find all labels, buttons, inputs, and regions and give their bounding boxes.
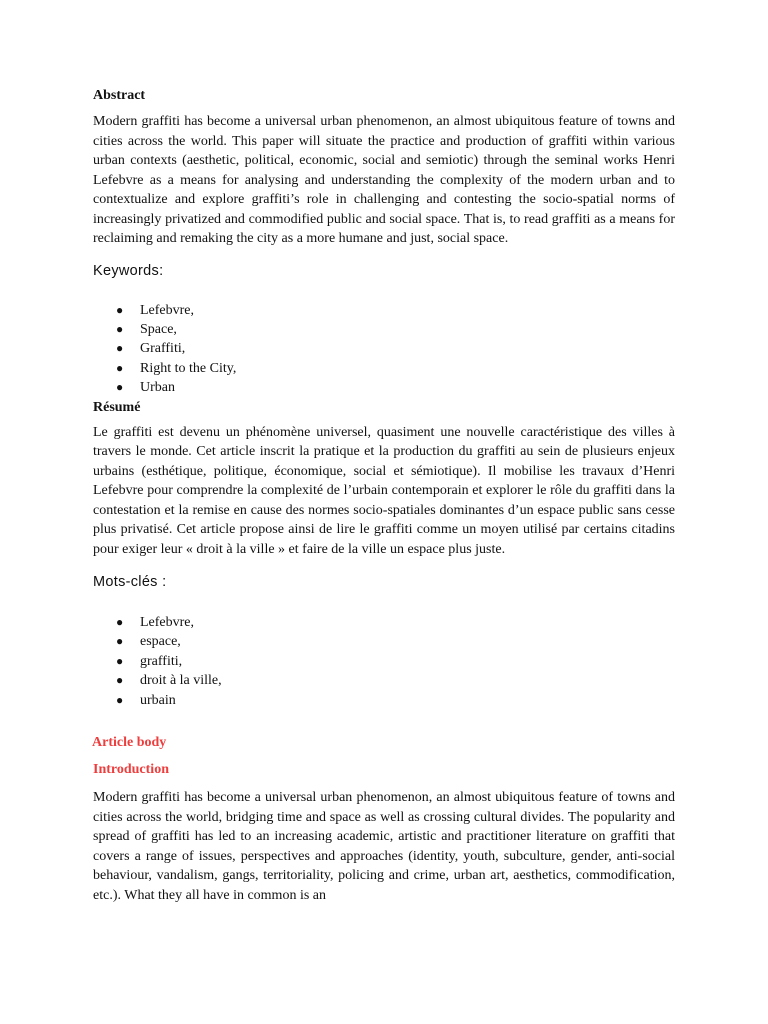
article-body-heading: Article body [92, 735, 167, 751]
keyword-text: Graffiti, [140, 341, 186, 357]
keyword-text: Space, [140, 321, 177, 337]
keyword-text: urbain [140, 692, 176, 708]
bullet-icon: ● [116, 380, 124, 395]
bullet-icon: ● [116, 673, 124, 688]
abstract-paragraph: Modern graffiti has become a universal urban phenomenon, an almost ubiquitous feature of towns and cities across the world. This paper will situate the practice and production of graffiti within various urban contexts (aesthetic, political, economic, social and semiotic) through the seminal works Henri Lefebvre as a means for analysing and understanding the complexity of the modern urban and to contextualize and explore graffiti’s role in challenging and contesting the socio-spatial norms of increasingly privatized and commodified public and social space. That is, to read graffiti as a means for reclaiming and remaking the city as a more humane and just, social space. [93, 114, 675, 246]
keywords-heading: Keywords: [93, 262, 164, 279]
mots-cles-list [93, 613, 675, 710]
bullet-icon: ● [116, 341, 124, 356]
list-item [93, 359, 675, 378]
bullet-icon: ● [116, 615, 124, 630]
introduction-paragraph: Modern graffiti has become a universal urban phenomenon, an almost ubiquitous feature of towns and cities across the world, bridging time and space as well as crossing cultural divides. The popularity and spread of graffiti has led to an increasing academic, artistic and practitioner literature on graffiti that covers a range of issues, perspectives and approaches (identity, youth, subculture, gender, anti-social behaviour, vandalism, gangs, territoriality, policing and crime, urban art, aesthetics, commodification, etc.). What they all have in common is an [93, 790, 675, 903]
mots-cles-heading: Mots-clés : [93, 574, 167, 591]
bullet-icon: ● [116, 692, 124, 707]
keywords-list [93, 301, 675, 398]
list-item [93, 378, 675, 397]
list-item [93, 320, 675, 339]
keyword-text: Urban [140, 380, 175, 396]
keyword-text: Lefebvre, [140, 302, 195, 318]
list-item [93, 632, 675, 651]
keyword-text: espace, [140, 634, 181, 650]
bullet-icon: ● [116, 321, 124, 336]
list-item [93, 613, 675, 632]
bullet-icon: ● [116, 634, 124, 649]
list-item [93, 301, 675, 320]
keyword-text: Right to the City, [140, 360, 237, 376]
bullet-icon: ● [116, 360, 124, 375]
keyword-text: droit à la ville, [140, 673, 222, 689]
list-item [93, 339, 675, 358]
resume-paragraph: Le graffiti est devenu un phénomène universel, quasiment une nouvelle caractéristique des villes à travers le monde. Cet article inscrit la pratique et la production du graffiti au sein de plusieurs enjeux urbains (esthétique, politique, économique, social et sémiotique). Il mobilise les travaux d’Henri Lefebvre pour comprendre la complexité de l’urbain contemporain et explorer le rôle du graffiti dans la contestation et la remise en cause des normes socio-spatiales dominantes d’un espace public sans cesse plus privatisé. Cet article propose ainsi de lire le graffiti comme un moyen utilisé par certains citadins pour exiger leur « droit à la ville » et faire de la ville un espace plus juste. [93, 424, 675, 557]
keyword-text: graffiti, [140, 653, 183, 669]
bullet-icon: ● [116, 302, 124, 317]
document-page [93, 86, 675, 905]
introduction-heading: Introduction [93, 762, 169, 778]
abstract-heading: Abstract [93, 88, 146, 103]
bullet-icon: ● [116, 653, 124, 668]
list-item [93, 691, 675, 710]
resume-heading: Résumé [93, 399, 141, 415]
list-item [93, 652, 675, 671]
list-item [93, 671, 675, 690]
keyword-text: Lefebvre, [140, 615, 195, 631]
